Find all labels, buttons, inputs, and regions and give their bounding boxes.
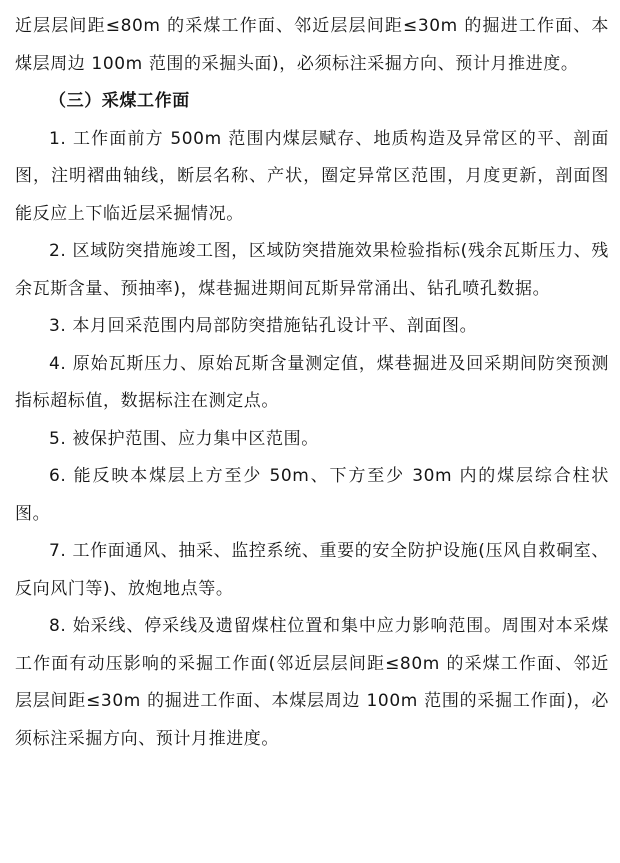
list-item-8: 8. 始采线、停采线及遗留煤柱位置和集中应力影响范围。周围对本采煤工作面有动压影响的采掘工作面(邻近层层间距≤80m 的采煤工作面、邻近层层间距≤30m 的掘进工作面、本煤层周边 100m 范围的采掘工作面)，必须标注采掘方向、预计月推进度。	[15, 616, 609, 749]
list-item-6: 6. 能反映本煤层上方至少 50m、下方至少 30m 内的煤层综合柱状图。	[15, 466, 609, 524]
continuation-paragraph: 近层层间距≤80m 的采煤工作面、邻近层层间距≤30m 的掘进工作面、本煤层周边 100m 范围的采掘头面)，必须标注采掘方向、预计月推进度。	[15, 16, 609, 74]
list-item-2: 2. 区域防突措施竣工图，区域防突措施效果检验指标(残余瓦斯压力、残余瓦斯含量、预抽率)，煤巷掘进期间瓦斯异常涌出、钻孔喷孔数据。	[15, 241, 609, 299]
list-item-3: 3. 本月回采范围内局部防突措施钻孔设计平、剖面图。	[49, 316, 478, 336]
list-item-7: 7. 工作面通风、抽采、监控系统、重要的安全防护设施(压风自救硐室、反向风门等)、放炮地点等。	[15, 541, 609, 599]
list-item-5: 5. 被保护范围、应力集中区范围。	[49, 428, 319, 449]
list-item-4: 4. 原始瓦斯压力、原始瓦斯含量测定值，煤巷掘进及回采期间防突预测指标超标值，数据标注在测定点。	[15, 353, 609, 411]
list-item-1: 1. 工作面前方 500m 范围内煤层赋存、地质构造及异常区的平、剖面图，注明褶曲轴线，断层名称、产状，圈定异常区范围，月度更新，剖面图能反应上下临近层采掘情况。	[15, 128, 609, 224]
section-heading: （三）采煤工作面	[49, 91, 190, 111]
